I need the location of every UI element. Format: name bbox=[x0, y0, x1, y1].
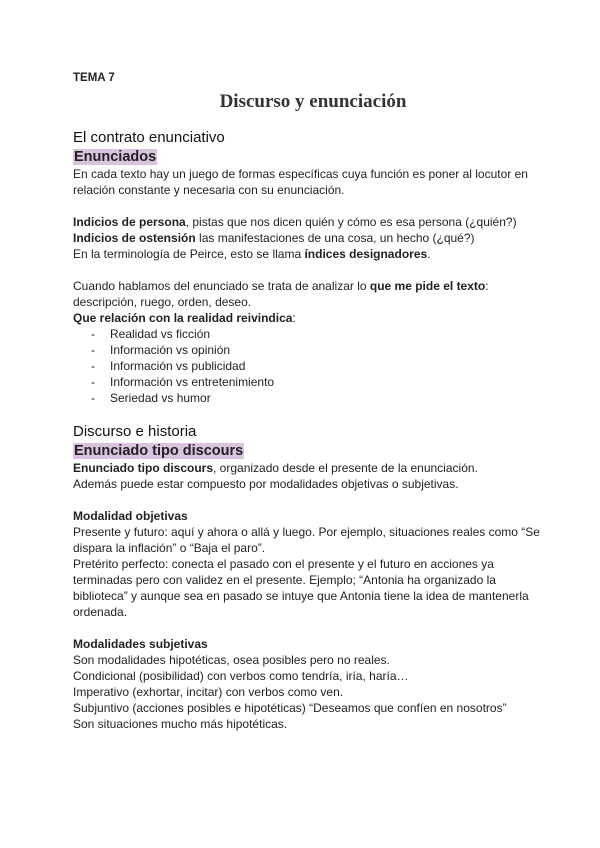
list-item: - Seriedad vs humor bbox=[91, 391, 211, 405]
indicios-persona-rest: , pistas que nos dicen quién y cómo es esa persona (¿quién?) bbox=[185, 215, 517, 229]
cuando-pre: Cuando hablamos del enunciado se trata de analizar lo bbox=[73, 279, 370, 293]
peirce-bold: índices designadores bbox=[304, 247, 428, 261]
discours-bold: Enunciado tipo discours bbox=[73, 461, 214, 475]
subjetiva-line: Son situaciones mucho más hipotéticas. bbox=[73, 717, 288, 731]
indicios-persona bbox=[73, 214, 543, 230]
subjetiva-line: Condicional (posibilidad) con verbos como tendría, iría, haría… bbox=[73, 669, 409, 683]
section1-subheading bbox=[73, 148, 543, 166]
relacion-bold: Que relación con la realidad reivindica bbox=[73, 311, 293, 325]
subjetiva-line: Son modalidades hipotéticas, osea posibles pero no reales. bbox=[73, 653, 390, 667]
objetiva-p1: Presente y futuro: aquí y ahora o allá y luego. Por ejemplo, situaciones reales como “Se dispara la inflación” o “Baja el paro”. bbox=[73, 525, 540, 555]
list-item: - Realidad vs ficción bbox=[91, 327, 211, 341]
indicios-ostension bbox=[73, 230, 543, 246]
cuando-paragraph bbox=[73, 278, 543, 310]
indicios-persona-bold: Indicios de persona bbox=[73, 215, 186, 229]
relacion-list bbox=[73, 326, 543, 406]
relacion-line bbox=[73, 310, 543, 326]
list-item: - Información vs publicidad bbox=[91, 359, 246, 373]
discours-line bbox=[73, 460, 543, 476]
peirce-post: . bbox=[427, 247, 431, 261]
relacion-post: : bbox=[292, 311, 296, 325]
tema-label: TEMA 7 bbox=[73, 72, 115, 84]
list-item: - Información vs entretenimiento bbox=[91, 375, 275, 389]
subjetiva-line: Subjuntivo (acciones posibles e hipotéticas) “Deseamos que confíen en nosotros” bbox=[73, 701, 507, 715]
modalidades-intro: Además puede estar compuesto por modalidades objetivas o subjetivas. bbox=[73, 477, 459, 491]
section2-heading: Discurso e historia bbox=[73, 423, 197, 440]
objetiva-p2: Pretérito perfecto: conecta el pasado con el presente y el futuro en acciones ya terminadas pero con validez en el presente. Ejemplo; “Antonia ha organizado la biblioteca” y aunque sea en pasado se intuye que Antonia tiene la idea de mantenerla ordenada. bbox=[73, 557, 529, 619]
section1-subheading-highlight: Enunciados bbox=[74, 149, 157, 165]
objetiva-heading: Modalidad objetivas bbox=[73, 509, 188, 523]
section1-intro: En cada texto hay un juego de formas específicas cuya función es poner al locutor en relación constante y necesaria con su enunciación. bbox=[73, 167, 528, 197]
cuando-post: : descripción, ruego, orden, deseo. bbox=[73, 279, 489, 309]
section2-subheading bbox=[73, 442, 543, 460]
cuando-bold: que me pide el texto bbox=[369, 279, 486, 293]
indicios-ostension-rest: las manifestaciones de una cosa, un hecho (¿qué?) bbox=[195, 231, 475, 245]
peirce-pre: En la terminología de Peirce, esto se llama bbox=[73, 247, 305, 261]
document-page bbox=[73, 70, 543, 732]
subjetiva-heading: Modalidades subjetivas bbox=[73, 637, 208, 651]
discours-rest: , organizado desde el presente de la enunciación. bbox=[213, 461, 478, 475]
section1-heading: El contrato enunciativo bbox=[73, 129, 225, 146]
subjetiva-line: Imperativo (exhortar, incitar) con verbos como ven. bbox=[73, 685, 344, 699]
peirce-line bbox=[73, 246, 543, 262]
indicios-ostension-bold: Indicios de ostensión bbox=[73, 231, 196, 245]
document-title: Discurso y enunciación bbox=[219, 91, 407, 112]
section2-subheading-highlight: Enunciado tipo discours bbox=[74, 443, 244, 459]
list-item: - Información vs opinión bbox=[91, 343, 231, 357]
